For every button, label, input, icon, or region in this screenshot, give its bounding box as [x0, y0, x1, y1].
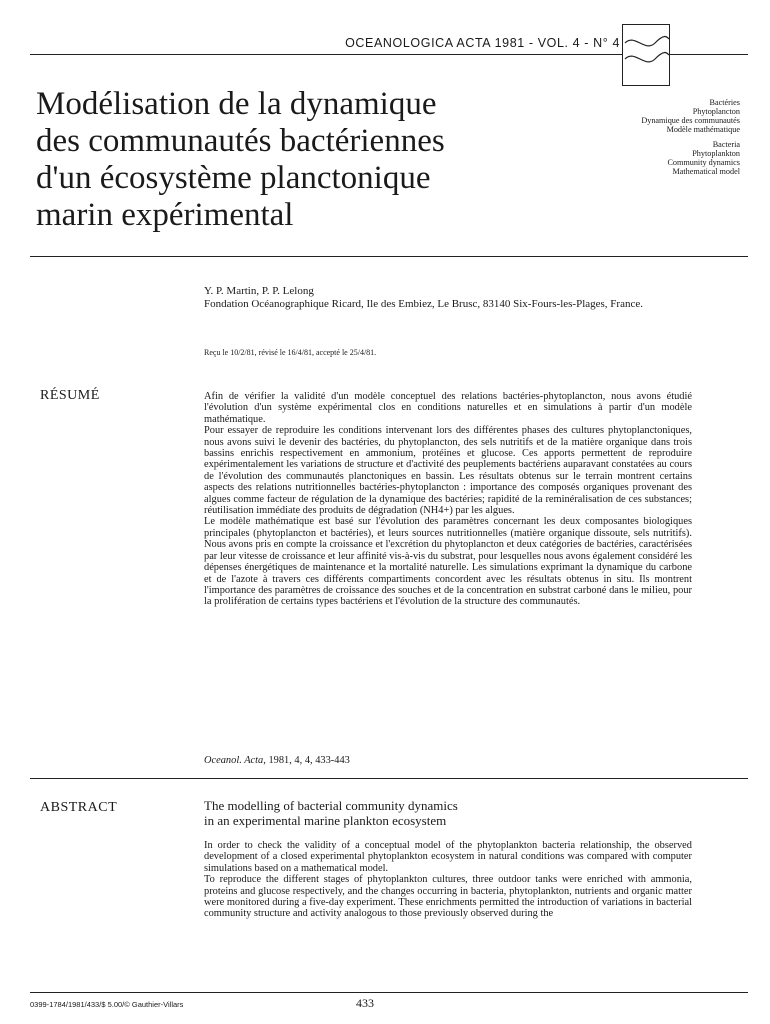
abstract-title-line: in an experimental marine plankton ecosystem — [204, 813, 447, 828]
keyword-fr: Dynamique des communautés — [641, 116, 740, 125]
title-line: Modélisation de la dynamique — [36, 86, 437, 122]
keyword-fr: Phytoplancton — [692, 107, 740, 116]
citation-journal: Oceanol. Acta — [204, 755, 264, 766]
title-line: des communautés bactériennes — [36, 123, 445, 159]
keyword-en: Mathematical model — [672, 167, 740, 176]
footer-rule — [30, 992, 748, 993]
keyword-en: Community dynamics — [667, 158, 740, 167]
abstract-title-line: The modelling of bacterial community dynamics — [204, 798, 458, 813]
author-affiliation: Fondation Océanographique Ricard, Ile des Embiez, Le Brusc, 83140 Six-Fours-les-Plages, France. — [204, 298, 643, 310]
citation — [204, 755, 350, 766]
article-title — [36, 86, 536, 234]
section-divider — [30, 778, 748, 779]
citation-details: , 1981, 4, 4, 433-443 — [263, 755, 350, 766]
keyword-fr: Bactéries — [709, 98, 740, 107]
abstract-paragraph: In order to check the validity of a conceptual model of the phytoplankton bacteria relationship, the observed development of a closed experimental phytoplankton ecosystem in natural conditions was compared with computer simulations based on a mathematical model. — [204, 840, 692, 874]
authors-block — [204, 285, 714, 311]
title-line: d'un écosystème planctonique — [36, 160, 431, 196]
resume-paragraph: Le modèle mathématique est basé sur l'évolution des paramètres concernant les deux composantes biologiques principales (phytoplancton et bactéries), et leurs sources nutritionnelles (matière organique dissoute, sels nutritifs). Nous avons pris en compte la croissance et l'excrétion du phytoplancton et deux catégories de bactéries, caractérisées par leur vitesse de croissance et leur affinité vis-à-vis du substrat, pour lesquelles nous avons également considéré les dépenses énergétiques de maintenance et la mortalité naturelle. Les simulations exprimant la dynamique du carbone et de l'azote à travers ces différents compartiments concordent avec les résultats obtenus in situ. Ils montrent l'importance des paramètres de croissance des souches et de la concentration en substrat carboné dans le milieu, pour la prolifération de certains types bactériens et l'évolution de la structure des communautés. — [204, 516, 692, 608]
keyword-en: Bacteria — [712, 140, 740, 149]
resume-label: RÉSUMÉ — [40, 388, 100, 403]
received-dates: Reçu le 10/2/81, révisé le 16/4/81, accepté le 25/4/81. — [204, 348, 377, 357]
abstract-body — [204, 840, 692, 920]
resume-body — [204, 391, 692, 608]
keyword-fr: Modèle mathématique — [666, 125, 740, 134]
title-divider — [30, 256, 748, 257]
wave-logo-icon — [623, 25, 669, 85]
footer-code: 0399-1784/1981/433/$ 5.00/© Gauthier-Villars — [30, 1000, 184, 1009]
abstract-label: ABSTRACT — [40, 800, 118, 815]
abstract-paragraph: To reproduce the different stages of phytoplankton cultures, three outdoor tanks were enriched with ammonia, proteins and glucose respectively, and the changes occurring in bacteria, phytoplankton, nutrients and organic matter were monitored during a five-day experiment. These enrichments permitted the introduction of variations in bacterial community structure and activity analogous to those previously observed during the — [204, 874, 692, 920]
title-line: marin expérimental — [36, 197, 294, 233]
keywords — [530, 98, 740, 176]
author-names: Y. P. Martin, P. P. Lelong — [204, 285, 314, 297]
abstract-title — [204, 798, 684, 828]
resume-paragraph: Pour essayer de reproduire les conditions intervenant lors des différentes phases des cultures phytoplanctoniques, nous avons suivi le devenir des bactéries, du phytoplancton, des sels nutritifs et de la matière organique dans trois bassins enrichis respectivement en ammonium, protéines et glucose. Ces apports permettent de reproduire expérimentalement les variations de structure et d'activité des peuplements bactériens auparavant constatées au cours de l'évolution des communautés planctoniques en bassin. Les résultats obtenus sur le terrain montrent certains aspects des relations nutritionnelles bactéries-phytoplancton : importance des composés organiques provenant des algues comme facteur de régulation de la dynamique des bactéries; rapidité de la reminéralisation de ces substances; réutilisation immédiate des produits de dégradation (NH4+) par les algues. — [204, 425, 692, 517]
journal-header: OCEANOLOGICA ACTA 1981 - VOL. 4 - N° 4 — [345, 36, 620, 50]
keyword-en: Phytoplankton — [692, 149, 740, 158]
journal-logo — [622, 24, 670, 86]
page-number: 433 — [356, 996, 374, 1010]
resume-paragraph: Afin de vérifier la validité d'un modèle conceptuel des relations bactéries-phytoplancton, nous avons étudié l'évolution d'un système expérimental clos en conditions naturelles et en simulations à partir d'un modèle mathématique. — [204, 391, 692, 425]
